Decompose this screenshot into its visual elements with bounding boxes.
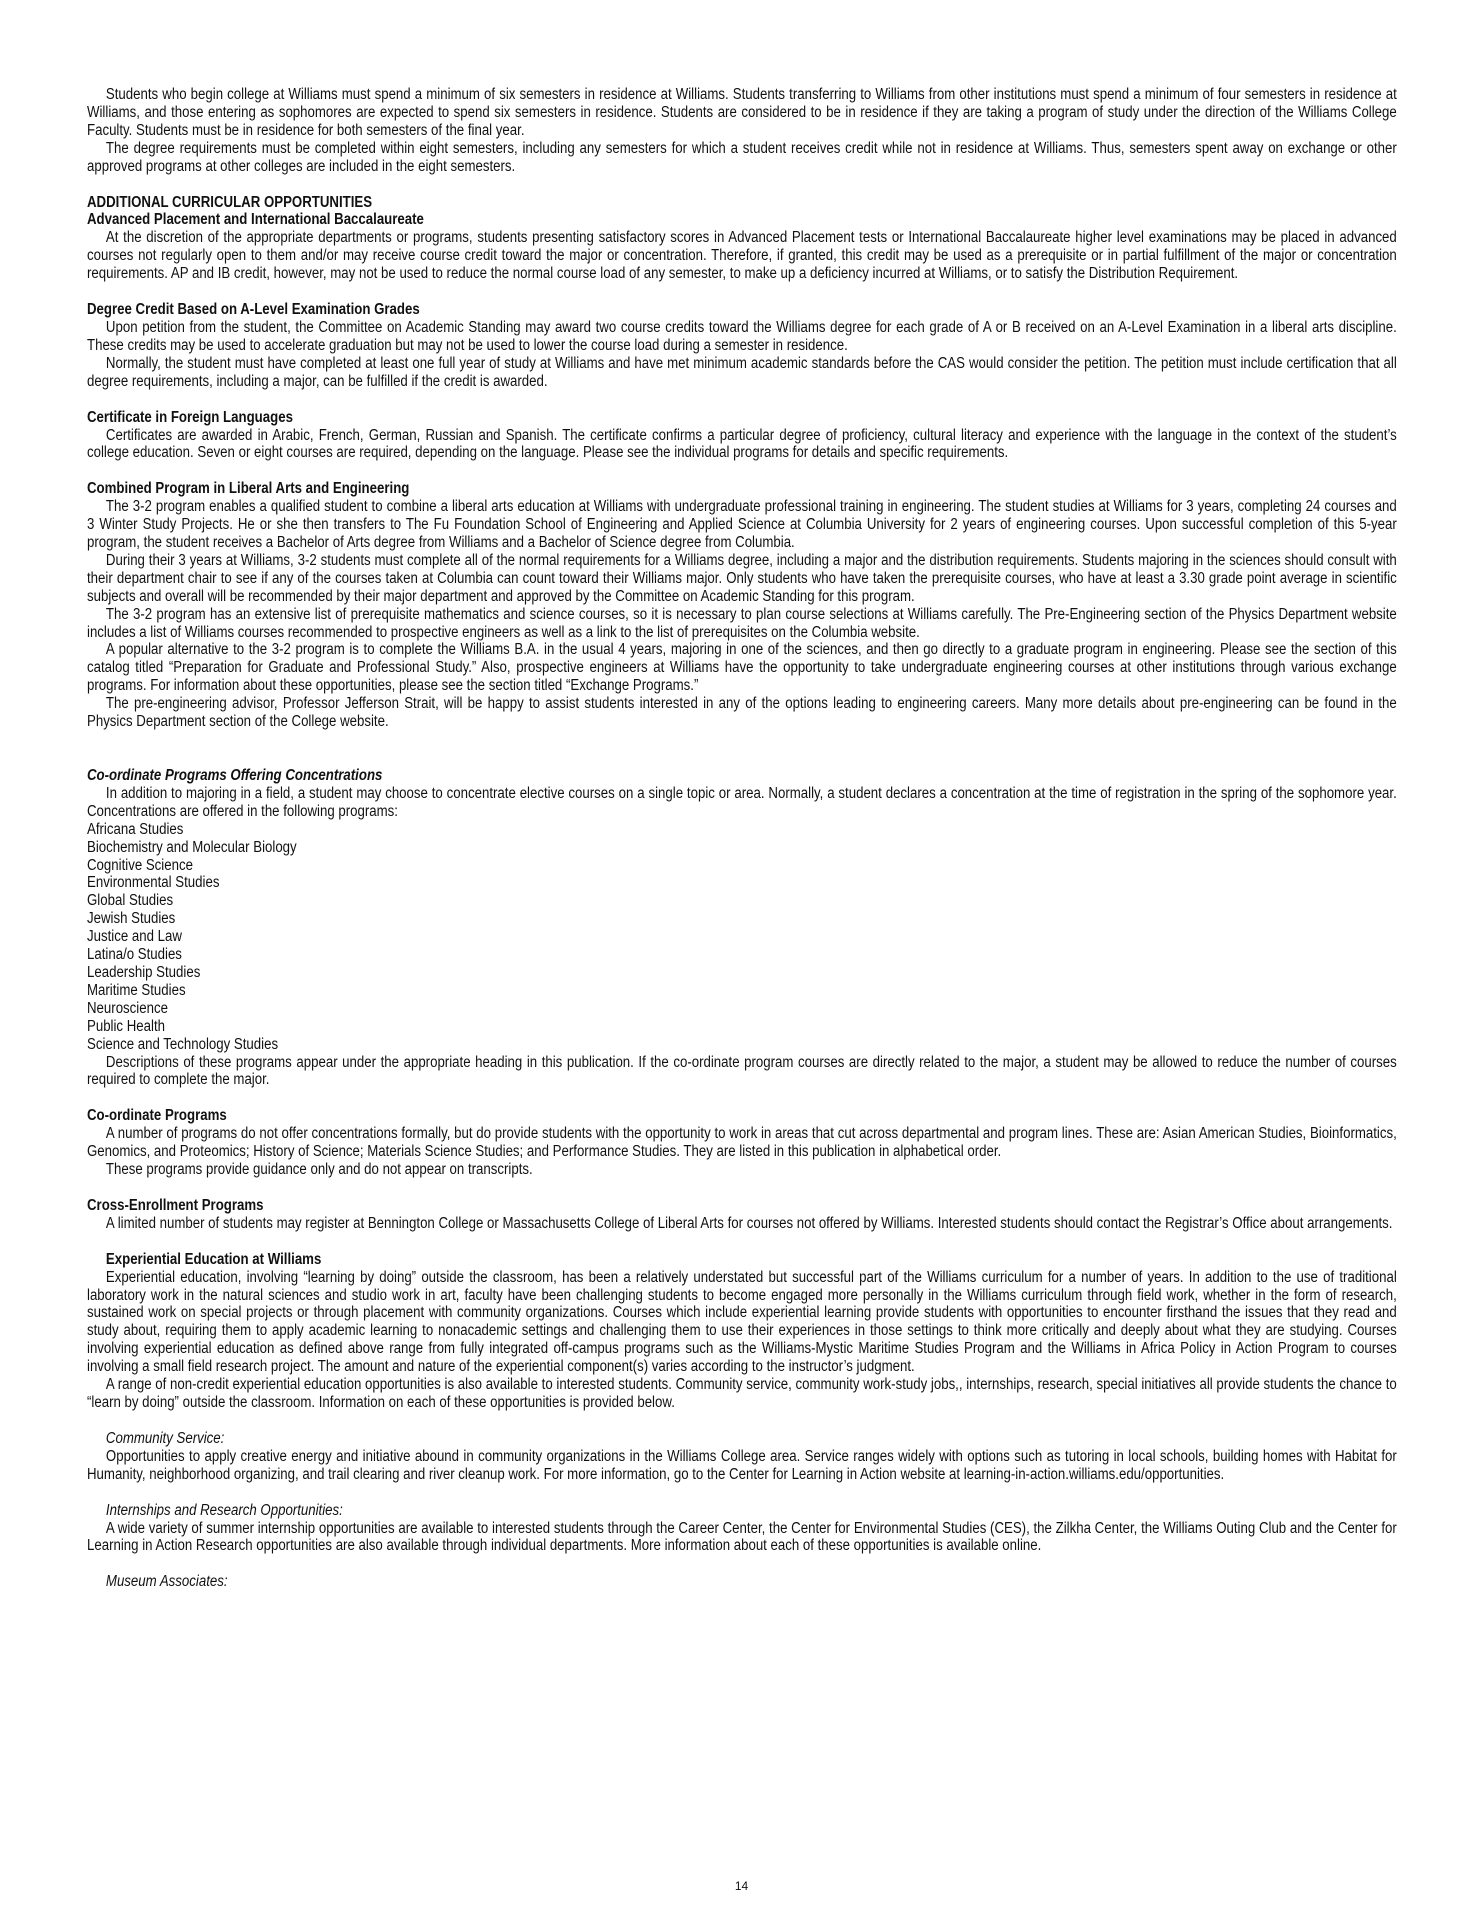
list-item: Science and Technology Studies	[87, 1035, 279, 1053]
list-item: Justice and Law	[87, 928, 182, 946]
list-item: Biochemistry and Molecular Biology	[87, 838, 297, 856]
list-item: Africana Studies	[87, 820, 184, 838]
coordinate-programs-paragraph-1: A number of programs do not offer concentrations formally, but do provide students with the opportunity to work in areas that cut across departmental and program lines. These are: Asian American Studies, Bioinformatics, Genomics, and Proteomics; History of Science; Materials Science Studies; and Performance Studies. They are listed in this publication in alphabetical order.	[87, 1125, 1397, 1161]
residence-paragraph-1: Students who begin college at Williams must spend a minimum of six semesters in residence at Williams. Students transferring to Williams from other institutions must spend a minimum of four semesters in residence at Williams, and those entering as sophomores are expected to spend six semesters in residence. Students are considered to be in residence if they are taking a program of study under the direction of the Williams College Faculty. Students must be in residence for both semesters of the final year.	[87, 86, 1397, 139]
engineering-paragraph-4: A popular alternative to the 3-2 program is to complete the Williams B.A. in the usual 4 years, majoring in one of the sciences, and then go directly to a graduate program in engineering. Please see the section of this catalog titled “Preparation for Graduate and Professional Study.” Also, prospective engineers at Williams have the opportunity to take undergraduate engineering courses at other institutions through various exchange programs. For information about these opportunities, please see the section titled “Exchange Programs.”	[87, 641, 1397, 695]
community-service-heading: Community Service:	[105, 1429, 225, 1447]
concentrations-heading: Co-ordinate Programs Offering Concentrations	[87, 767, 383, 784]
community-service-paragraph: Opportunities to apply creative energy and initiative abound in community organizations in the Williams College area. Service ranges widely with options such as tutoring in local schools, building homes with Habitat for Humanity, neighborhood organizing, and trail clearing and river cleanup work. For more information, go to the Center for Learning in Action website at learning-in-action.williams.edu/opportunities.	[87, 1447, 1397, 1483]
list-item: Maritime Studies	[87, 981, 186, 999]
engineering-paragraph-5: The pre-engineering advisor, Professor Jefferson Strait, will be happy to assist students interested in any of the options leading to engineering careers. Many more details about pre-engineering can be found in the Physics Department section of the College website.	[87, 695, 1397, 731]
alevel-heading: Degree Credit Based on A-Level Examination Grades	[87, 301, 420, 319]
engineering-heading: Combined Program in Liberal Arts and Engineering	[87, 480, 410, 498]
concentrations-paragraph-1: In addition to majoring in a field, a student may choose to concentrate elective courses on a single topic or area. Normally, a student declares a concentration at the time of registration in the spring of the sophomore year. Concentrations are offered in the following programs:	[87, 784, 1397, 820]
list-item: Global Studies	[87, 892, 174, 910]
residence-paragraph-2: The degree requirements must be completed within eight semesters, including any semesters for which a student receives credit while not in residence at Williams. Thus, semesters spent away on exchange or other approved programs at other colleges are included in the eight semesters.	[87, 139, 1397, 175]
internships-paragraph: A wide variety of summer internship opportunities are available to interested students through the Career Center, the Center for Environmental Studies (CES), the Zilkha Center, the Williams Outing Club and the Center for Learning in Action Research opportunities are also available through individual departments. More information about each of these opportunities is available online.	[87, 1519, 1397, 1555]
ap-ib-heading: Advanced Placement and International Baccalaureate	[87, 211, 424, 229]
coordinate-programs-heading: Co-ordinate Programs	[87, 1107, 227, 1125]
concentration-programs-list	[87, 821, 1397, 1054]
list-item: Neuroscience	[87, 999, 168, 1017]
cross-enrollment-heading: Cross-Enrollment Programs	[87, 1196, 264, 1214]
list-item: Jewish Studies	[87, 910, 176, 928]
engineering-paragraph-3: The 3-2 program has an extensive list of prerequisite mathematics and science courses, so it is necessary to plan course selections at Williams carefully. The Pre-Engineering section of the Physics Department website includes a list of Williams courses recommended to prospective engineers as well as a link to the list of prerequisites on the Columbia website.	[87, 605, 1397, 641]
experiential-paragraph-2: A range of non-credit experiential education opportunities is also available to interested students. Community service, community work-study jobs,, internships, research, special initiatives all provide students the chance to “learn by doing” outside the classroom. Information on each of these opportunities is provided below.	[87, 1376, 1397, 1411]
page-number: 14	[734, 1879, 749, 1893]
list-item: Environmental Studies	[87, 874, 220, 892]
list-item: Leadership Studies	[87, 963, 201, 981]
museum-associates-heading: Museum Associates:	[105, 1573, 228, 1591]
concentrations-paragraph-2: Descriptions of these programs appear under the appropriate heading in this publication. If the co-ordinate program courses are directly related to the major, a student may be allowed to reduce the number of courses required to complete the major.	[87, 1053, 1397, 1089]
foreign-languages-paragraph: Certificates are awarded in Arabic, French, German, Russian and Spanish. The certificate confirms a particular degree of proficiency, cultural literacy and experience with the language in the context of the student’s college education. Seven or eight courses are required, depending on the language. Please see the individual programs for details and specific requirements.	[87, 426, 1397, 462]
engineering-paragraph-2: During their 3 years at Williams, 3-2 students must complete all of the normal requirements for a Williams degree, including a major and the distribution requirements. Students majoring in the sciences should consult with their department chair to see if any of the courses taken at Columbia can count toward their Williams major. Only students who have taken the prerequisite courses, who have at least a 3.30 grade point average in scientific subjects and overall will be recommended by their major department and approved by the Committee on Academic Standing for this program.	[87, 551, 1397, 605]
additional-curricular-heading: ADDITIONAL CURRICULAR OPPORTUNITIES	[87, 193, 373, 211]
coordinate-programs-paragraph-2: These programs provide guidance only and do not appear on transcripts.	[105, 1161, 533, 1179]
list-item: Latina/o Studies	[87, 946, 182, 964]
experiential-education-heading: Experiential Education at Williams	[105, 1250, 322, 1268]
alevel-paragraph-1: Upon petition from the student, the Committee on Academic Standing may award two course credits toward the Williams degree for each grade of A or B received on an A-Level Examination in a liberal arts discipline. These credits may be used to accelerate graduation but may not be used to lower the course load during a semester in residence.	[87, 318, 1397, 354]
list-item: Cognitive Science	[87, 856, 193, 874]
engineering-paragraph-1: The 3-2 program enables a qualified student to combine a liberal arts education at Williams with undergraduate professional training in engineering. The student studies at Williams for 3 years, completing 24 courses and 3 Winter Study Projects. He or she then transfers to The Fu Foundation School of Engineering and Applied Science at Columbia University for 2 years of engineering courses. Upon successful completion of this 5-year program, the student receives a Bachelor of Arts degree from Williams and a Bachelor of Science degree from Columbia.	[87, 498, 1397, 552]
list-item: Public Health	[87, 1017, 165, 1035]
cross-enrollment-paragraph: A limited number of students may register at Bennington College or Massachusetts College of Liberal Arts for courses not offered by Williams. Interested students should contact the Registrar’s Office about arrangements.	[105, 1214, 1393, 1232]
alevel-paragraph-2: Normally, the student must have completed at least one full year of study at Williams and have met minimum academic standards before the CAS would consider the petition. The petition must include certification that all degree requirements, including a major, can be fulfilled if the credit is awarded.	[87, 354, 1397, 390]
internships-heading: Internships and Research Opportunities:	[105, 1501, 343, 1519]
ap-ib-paragraph: At the discretion of the appropriate departments or programs, students presenting satisfactory scores in Advanced Placement tests or International Baccalaureate higher level examinations may be placed in advanced courses not regularly open to them and/or may receive course credit toward the major or concentration. Therefore, if granted, this credit may be used as a prerequisite or in partial fulfillment of the major or concentration requirements. AP and IB credit, however, may not be used to reduce the normal course load of any semester, to make up a deficiency incurred at Williams, or to satisfy the Distribution Requirement.	[87, 229, 1397, 283]
foreign-languages-heading: Certificate in Foreign Languages	[87, 408, 293, 426]
catalog-page	[87, 86, 1397, 1591]
experiential-paragraph-1: Experiential education, involving “learning by doing” outside the classroom, has been a relatively understated but successful part of the Williams curriculum for a number of years. In addition to the use of traditional laboratory work in the natural sciences and studio work in art, faculty have been challenging students to become engaged more personally in the Williams curriculum through field work, whether in the form of research, sustained work on special projects or through placement with community organizations. Courses which include experiential learning provide students with opportunities to encounter firsthand the issues that they read and study about, requiring them to apply academic learning to nonacademic settings and challenging them to use their experiences in those settings to think more critically and deeply about what they are studying. Courses involving experiential education as defined above range from fully integrated off-campus programs such as the Williams-Mystic Maritime Studies Program and the Williams in Africa Policy in Action Program to courses involving a small field research project. The amount and nature of the experiential component(s) varies according to the instructor’s judgment.	[87, 1268, 1397, 1376]
